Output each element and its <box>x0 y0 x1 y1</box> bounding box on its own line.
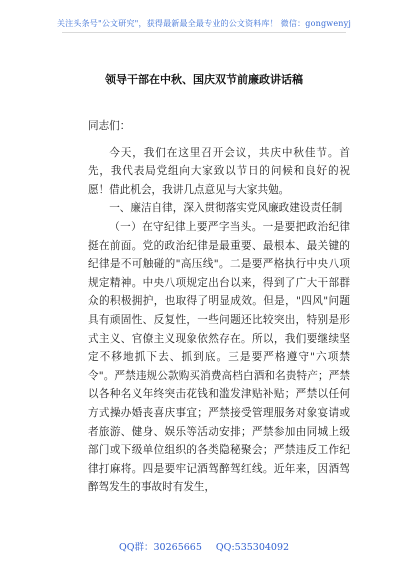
document-body <box>88 117 350 497</box>
document-title: 领导干部在中秋、国庆双节前廉政讲话稿 <box>105 73 303 86</box>
section-heading-1: 一、廉洁自律，深入贯彻落实党风廉政建设责任制 <box>109 202 343 215</box>
paragraph-discipline: （一）在守纪律上要严字当头。一是要把政治纪律挺在前面。党的政治纪律是最重要、最根本、最关键的纪律是不可触碰的"高压线"。二是要严格执行中央八项规定精神。中央八项规定出台以来，得到了广大干部群众的积极拥护，也取得了明显成效。但是，"四风"问题具有顽固性、反复性，一些问题还比较突出，特别是形式主义、官僚主义现象依然存在。所以，我们要继续坚定不移地抓下去、抓到底。三是要严格遵守"六项禁令"。严禁违规公款购买消费高档白酒和名贵特产；严禁以各种名义年终突击花钱和滥发津贴补贴；严禁以任何方式操办婚丧喜庆事宜；严禁接受管理服务对象宴请或者旅游、健身、娱乐等活动安排；严禁参加由同城上级部门或下级单位组织的各类隐秘聚会；严禁违反工作纪律打麻将。四是要牢记酒驾醉驾红线。近年来，因酒驾醉驾发生的事故时有发生， <box>88 220 350 494</box>
footer-qq-group-1: QQ群：30265665 <box>118 542 202 553</box>
paragraph-opening: 今天，我们在这里召开会议，共庆中秋佳节。首先，我代表局党组向大家致以节日的问候和良好的祝愿！借此机会，我讲几点意见与大家共勉。 <box>88 146 350 196</box>
footer-qq-group-2: QQ:535304092 <box>215 542 290 553</box>
footer-contact <box>0 539 408 553</box>
header-divider <box>62 32 346 33</box>
header-notice: 关注头条号"公文研究"，获得最新最全最专业的公文资料库！ 微信：gongwenyj <box>56 19 352 28</box>
salutation: 同志们： <box>88 120 131 132</box>
